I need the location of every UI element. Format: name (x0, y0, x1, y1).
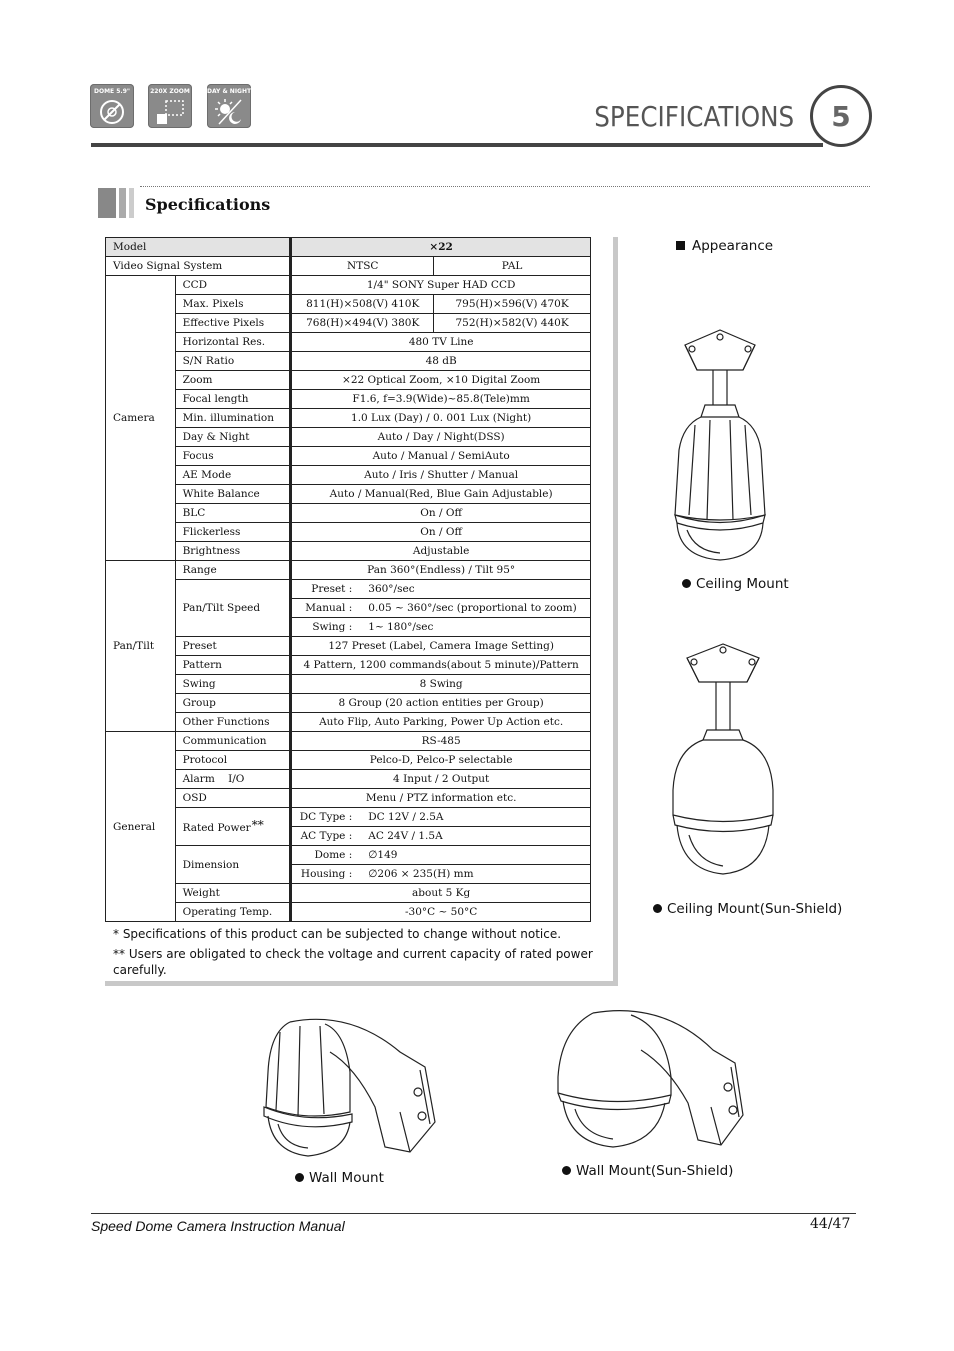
day-night-icon (215, 98, 243, 126)
spec-value-pal: 752(H)×582(V) 440K (434, 314, 591, 333)
panel-shadow (613, 237, 618, 986)
spec-label: Effective Pixels (175, 314, 291, 333)
caption-text: Ceiling Mount (696, 576, 789, 592)
spec-table (105, 237, 591, 922)
sub-key: Swing : (312, 621, 353, 633)
spec-value: 4 Input / 2 Output (291, 770, 591, 789)
table-row (106, 713, 591, 732)
spec-value: 8 Group (20 action entities per Group) (291, 694, 591, 713)
spec-label: OSD (175, 789, 291, 808)
caption-text: Wall Mount (309, 1170, 384, 1186)
footer-rule (91, 1213, 856, 1214)
table-row (106, 352, 591, 371)
appearance-heading-text: Appearance (692, 238, 774, 254)
spec-value: Pan 360°(Endless) / Tilt 95° (291, 561, 591, 580)
spec-label: Zoom (175, 371, 291, 390)
spec-value: 8 Swing (291, 675, 591, 694)
table-row (106, 485, 591, 504)
dome-badge-label: DOME 5.9" (94, 88, 130, 95)
footnote-2: ** Users are obligated to check the voltage and current capacity of rated power carefully. (113, 947, 593, 977)
table-row (106, 903, 591, 922)
wall-mount-sun-shield-image (553, 1005, 748, 1155)
pal-header: PAL (434, 257, 591, 276)
spec-value: Adjustable (291, 542, 591, 561)
table-row (106, 884, 591, 903)
table-row (106, 295, 591, 314)
appearance-heading (676, 238, 773, 254)
wall-mount-image (250, 1012, 440, 1162)
spec-value: On / Off (291, 504, 591, 523)
spec-value: about 5 Kg (291, 884, 591, 903)
spec-value: Auto / Day / Night(DSS) (291, 428, 591, 447)
spec-value: ×22 Optical Zoom, ×10 Digital Zoom (291, 371, 591, 390)
chapter-number: 5 (810, 85, 872, 147)
ceiling-mount-image (665, 325, 775, 565)
footnote-mark: ** (251, 818, 264, 832)
table-row (106, 447, 591, 466)
table-row (106, 504, 591, 523)
spec-label: Weight (175, 884, 291, 903)
table-row (106, 789, 591, 808)
table-row (106, 409, 591, 428)
footer-manual-title: Speed Dome Camera Instruction Manual (91, 1218, 345, 1234)
spec-label: S/N Ratio (175, 352, 291, 371)
header-rule (91, 143, 823, 147)
table-row (106, 732, 591, 751)
spec-value: 4 Pattern, 1200 commands(about 5 minute)/Pattern (291, 656, 591, 675)
group-general: General (106, 732, 176, 922)
sub-value: 1~ 180°/sec (368, 621, 434, 633)
spec-label: Other Functions (175, 713, 291, 732)
sub-key: DC Type : (299, 811, 353, 823)
spec-value-pal: 795(H)×596(V) 470K (434, 295, 591, 314)
caption-ceiling-mount-sun-shield (653, 901, 842, 917)
section-title: Specifications (145, 195, 271, 214)
sub-value: 0.05 ~ 360°/sec (proportional to zoom) (368, 602, 577, 614)
zoom-badge-label: 220X ZOOM (150, 88, 190, 95)
spec-label (175, 808, 291, 846)
day-night-badge-label: DAY & NIGHT (207, 88, 252, 95)
sub-value: 360°/sec (368, 583, 415, 595)
spec-value: Auto / Manual(Red, Blue Gain Adjustable) (291, 485, 591, 504)
spec-value: 1/4" SONY Super HAD CCD (291, 276, 591, 295)
spec-label: Pattern (175, 656, 291, 675)
spec-value-ntsc: 768(H)×494(V) 380K (291, 314, 434, 333)
sub-key: Dome : (314, 849, 353, 861)
bullet-icon (562, 1166, 571, 1175)
page-number: 44/47 (810, 1216, 851, 1232)
group-pantilt: Pan/Tilt (106, 561, 176, 732)
table-row (106, 637, 591, 656)
sub-key: Manual : (305, 602, 353, 614)
table-row (106, 238, 591, 257)
model-value: ×22 (291, 238, 591, 257)
chapter-title: SPECIFICATIONS (594, 100, 794, 133)
spec-label: Day & Night (175, 428, 291, 447)
spec-value: F1.6, f=3.9(Wide)~85.8(Tele)mm (291, 390, 591, 409)
spec-label: Min. illumination (175, 409, 291, 428)
spec-value: Menu / PTZ information etc. (291, 789, 591, 808)
footnote-1: * Specifications of this product can be subjected to change without notice. (113, 927, 562, 941)
square-bullet-icon (676, 241, 685, 250)
group-camera: Camera (106, 276, 176, 561)
table-row (106, 770, 591, 789)
spec-label: Focus (175, 447, 291, 466)
spec-label: Brightness (175, 542, 291, 561)
sub-key: AC Type : (300, 830, 353, 842)
caption-wall-mount (295, 1170, 384, 1186)
sub-value: ∅149 (368, 849, 398, 861)
day-night-badge (207, 84, 251, 128)
section-divider (140, 186, 870, 187)
panel-shadow-bottom (105, 981, 618, 986)
model-label: Model (106, 238, 291, 257)
table-row (106, 333, 591, 352)
spec-value: -30°C ~ 50°C (291, 903, 591, 922)
rated-power-label: Rated Power (182, 822, 251, 834)
table-row (106, 371, 591, 390)
table-row (106, 542, 591, 561)
table-row (106, 276, 591, 295)
spec-value: 48 dB (291, 352, 591, 371)
bullet-icon (295, 1173, 304, 1182)
table-row (106, 580, 591, 599)
spec-value: 1.0 Lux (Day) / 0. 001 Lux (Night) (291, 409, 591, 428)
spec-label: Pan/Tilt Speed (175, 580, 291, 637)
caption-ceiling-mount (682, 576, 789, 592)
table-row (106, 257, 591, 276)
spec-label: White Balance (175, 485, 291, 504)
spec-label: Preset (175, 637, 291, 656)
video-signal-label: Video Signal System (106, 257, 291, 276)
spec-label: Operating Temp. (175, 903, 291, 922)
spec-label: BLC (175, 504, 291, 523)
spec-value: Auto Flip, Auto Parking, Power Up Action etc. (291, 713, 591, 732)
table-row (106, 694, 591, 713)
spec-value: 480 TV Line (291, 333, 591, 352)
ceiling-mount-sun-shield-image (665, 640, 780, 880)
caption-text: Wall Mount(Sun-Shield) (576, 1163, 734, 1179)
caption-wall-mount-sun-shield (562, 1163, 733, 1179)
spec-value: On / Off (291, 523, 591, 542)
bullet-icon (653, 904, 662, 913)
spec-label: Group (175, 694, 291, 713)
table-row (106, 808, 591, 827)
spec-label: AE Mode (175, 466, 291, 485)
table-row (106, 390, 591, 409)
spec-value: Auto / Manual / SemiAuto (291, 447, 591, 466)
zoom-icon (156, 98, 184, 126)
caption-text: Ceiling Mount(Sun-Shield) (667, 901, 843, 917)
spec-label: CCD (175, 276, 291, 295)
spec-label: Horizontal Res. (175, 333, 291, 352)
spec-value: 127 Preset (Label, Camera Image Setting) (291, 637, 591, 656)
bullet-icon (682, 579, 691, 588)
sub-key: Preset : (311, 583, 353, 595)
spec-label: Protocol (175, 751, 291, 770)
sub-value: AC 24V / 1.5A (368, 830, 443, 842)
table-row (106, 314, 591, 333)
spec-label: Max. Pixels (175, 295, 291, 314)
spec-value-ntsc: 811(H)×508(V) 410K (291, 295, 434, 314)
ntsc-header: NTSC (291, 257, 434, 276)
spec-label: Range (175, 561, 291, 580)
spec-label: Alarm I/O (175, 770, 291, 789)
spec-value: Auto / Iris / Shutter / Manual (291, 466, 591, 485)
spec-value: RS-485 (291, 732, 591, 751)
table-row (106, 561, 591, 580)
spec-label: Communication (175, 732, 291, 751)
sub-key: Housing : (300, 868, 353, 880)
spec-label: Dimension (175, 846, 291, 884)
spec-label: Swing (175, 675, 291, 694)
dome-badge (90, 84, 134, 128)
table-row (106, 523, 591, 542)
sub-value: ∅206 × 235(H) mm (368, 868, 474, 880)
zoom-badge (148, 84, 192, 128)
spec-label: Focal length (175, 390, 291, 409)
table-row (106, 675, 591, 694)
dome-icon (98, 98, 126, 126)
spec-value: Pelco-D, Pelco-P selectable (291, 751, 591, 770)
table-row (106, 428, 591, 447)
sub-value: DC 12V / 2.5A (368, 811, 444, 823)
table-row (106, 466, 591, 485)
spec-label: Flickerless (175, 523, 291, 542)
table-row (106, 846, 591, 865)
table-row (106, 751, 591, 770)
table-row (106, 656, 591, 675)
